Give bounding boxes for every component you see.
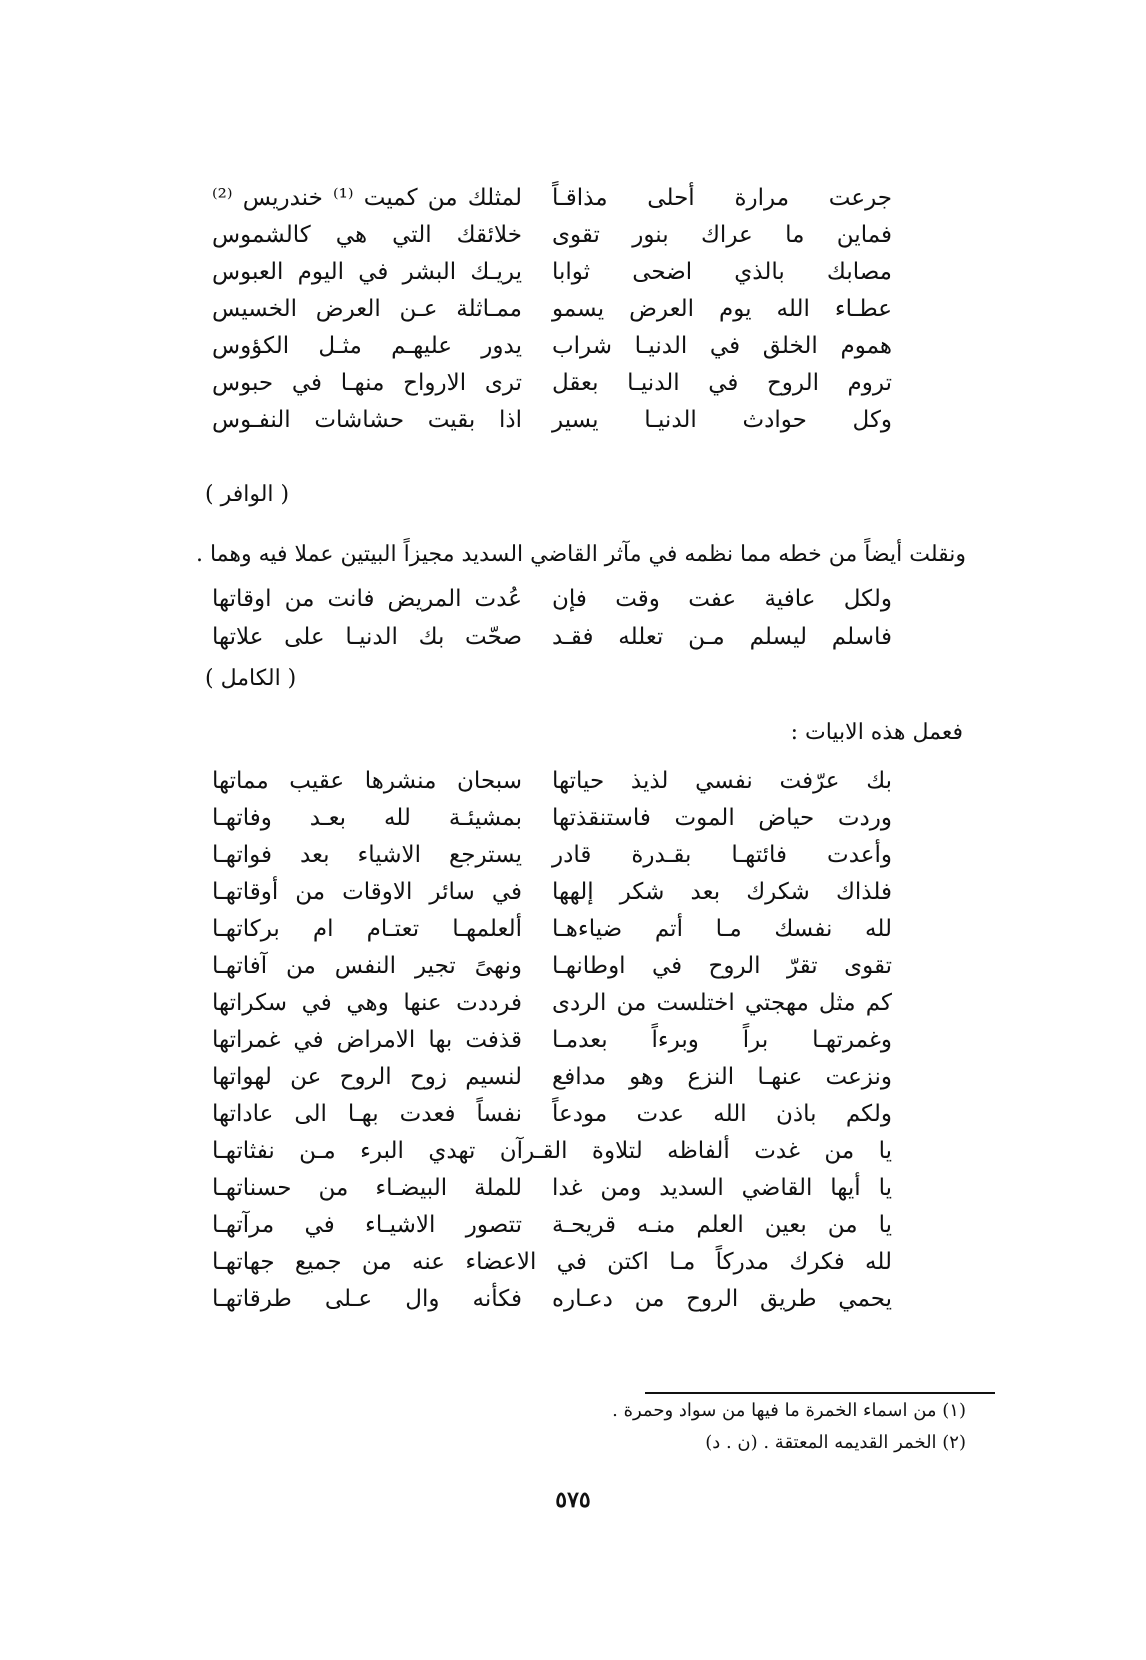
second-hemistich: فكأنه وال عـلى طرقاتهـا xyxy=(212,1286,522,1312)
first-hemistich: هموم الخلق في الدنيـا شراب xyxy=(552,333,892,359)
second-hemistich: اذا بقيت حشاشات النفـوس xyxy=(212,407,522,433)
first-hemistich: تروم الروح في الدنيـا بعقل xyxy=(552,370,892,396)
verse-line xyxy=(212,947,892,985)
second-hemistich: خلائقك التي هي كالشموس xyxy=(212,222,522,248)
first-hemistich: ولكل عافية عفت وقت فإن xyxy=(552,586,892,612)
verse-line xyxy=(212,1280,892,1318)
first-hemistich: فماين ما عراك بنور تقوى xyxy=(552,222,892,248)
first-hemistich: مصابك بالذي اضحى ثوابا xyxy=(552,259,892,285)
full-verse: لله فكرك مدركاً مـا اكتن في الاعضاء عنه من جميع جهاتهـا xyxy=(212,1249,892,1275)
verse-line xyxy=(212,984,892,1022)
second-hemistich: فرددت عنها وهي في سكراتها xyxy=(212,990,522,1016)
transition-line: فعمل هذه الابيات : xyxy=(790,720,963,745)
second-hemistich: للملة البيضـاء من حسناتهـا xyxy=(212,1175,522,1201)
second-hemistich: يدور عليهـم مثـل الكؤوس xyxy=(212,333,522,359)
intro-paragraph: ونقلت أيضاً من خطه مما نظمه في مآثر القاضي السديد مجيزاً البيتين عملا فيه وهما . xyxy=(195,542,966,567)
verse-line xyxy=(212,216,892,254)
first-hemistich: جرعت مرارة أحلى مذاقـاً xyxy=(552,185,892,211)
verse-line xyxy=(212,1021,892,1059)
first-hemistich: فلذاك شكرك بعد شكر إلهها xyxy=(552,879,892,905)
page-number: ٥٧٥ xyxy=(555,1487,591,1513)
second-hemistich: نفساً فعدت بهـا الى عاداتها xyxy=(212,1101,522,1127)
first-hemistich: وغمرتهـا براً وبرءاً بعدمـا xyxy=(552,1027,892,1053)
footnote: (١) من اسماء الخمرة ما فيها من سواد وحمرة . xyxy=(612,1400,966,1421)
meter-label: ( الوافر ) xyxy=(205,482,290,507)
verse-line xyxy=(212,762,892,800)
second-hemistich: صحّت بك الدنيـا على علاتها xyxy=(212,624,522,650)
second-hemistich: يريـك البشر في اليوم العبوس xyxy=(212,259,522,285)
second-hemistich: يسترجع الاشياء بعد فواتهـا xyxy=(212,842,522,868)
second-hemistich: عُدت المريض فانت من اوقاتها xyxy=(212,586,522,612)
first-hemistich: يا من بعين العلم منـه قريحـة xyxy=(552,1212,892,1238)
first-hemistich: وردت حياض الموت فاستنقذتها xyxy=(552,805,892,831)
first-hemistich: لله نفسك مـا أتم ضياءهـا xyxy=(552,916,892,942)
first-hemistich: يا أيها القاضي السديد ومن غدا xyxy=(552,1175,892,1201)
verse-line xyxy=(212,253,892,291)
verse-line xyxy=(212,580,892,618)
verse-line xyxy=(212,327,892,365)
second-hemistich: بمشيئـة لله بعـد وفاتهـا xyxy=(212,805,522,831)
first-hemistich: كم مثل مهجتي اختلست من الردى xyxy=(552,990,892,1016)
verse-line xyxy=(212,618,892,656)
verse-line xyxy=(212,401,892,439)
verse-line-full xyxy=(212,1243,892,1281)
second-hemistich: قذفت بها الامراض في غمراتها xyxy=(212,1027,522,1053)
first-hemistich: عطـاء الله يوم العرض يسمو xyxy=(552,296,892,322)
second-hemistich: ألعلمهـا تعتـام ام بركاتهـا xyxy=(212,916,522,942)
first-hemistich: ونزعت عنهـا النزع وهو مدافع xyxy=(552,1064,892,1090)
verse-line xyxy=(212,179,892,217)
verse-line xyxy=(212,1206,892,1244)
verse-line xyxy=(212,1169,892,1207)
verse-line xyxy=(212,799,892,837)
verse-line xyxy=(212,364,892,402)
footnote: (٢) الخمر القديمه المعتقة . (ن . د) xyxy=(705,1432,966,1453)
second-hemistich: ممـاثلة عـن العرض الخسيس xyxy=(212,296,522,322)
second-hemistich: لنسيم زوح الروح عن لهواتها xyxy=(212,1064,522,1090)
verse-line xyxy=(212,290,892,328)
verse-line-full xyxy=(212,1132,892,1170)
second-hemistich: تتصور الاشيـاء في مرآتهـا xyxy=(212,1212,522,1238)
verse-line xyxy=(212,836,892,874)
first-hemistich: وكل حوادث الدنيـا يسير xyxy=(552,407,892,433)
verse-line xyxy=(212,873,892,911)
first-hemistich: فاسلم ليسلم مـن تعلله فقـد xyxy=(552,624,892,650)
second-hemistich: ترى الارواح منهـا في حبوس xyxy=(212,370,522,396)
full-verse: يا من غدت ألفاظه لتلاوة القـرآن تهدي البرء مـن نفثاتهـا xyxy=(212,1138,892,1164)
first-hemistich: يحمي طريق الروح من دعـاره xyxy=(552,1286,892,1312)
second-hemistich: سبحان منشرها عقيب مماتها xyxy=(212,768,522,794)
second-hemistich: في سائر الاوقات من أوقاتهـا xyxy=(212,879,522,905)
first-hemistich: بك عرّفت نفسي لذيذ حياتها xyxy=(552,768,892,794)
verse-line xyxy=(212,910,892,948)
second-hemistich: لمثلك من كميت ⁽¹⁾ خندريس ⁽²⁾ xyxy=(212,185,522,211)
verse-line xyxy=(212,1095,892,1133)
second-hemistich: ونهىً تجير النفس من آفاتهـا xyxy=(212,953,522,979)
first-hemistich: ولكم باذن الله عدت مودعاً xyxy=(552,1101,892,1127)
footnote-divider xyxy=(645,1392,995,1394)
verse-line xyxy=(212,1058,892,1096)
first-hemistich: تقوى تقرّ الروح في اوطانهـا xyxy=(552,953,892,979)
meter-label: ( الكامل ) xyxy=(205,666,297,691)
first-hemistich: وأعدت فائتهـا بقـدرة قادر xyxy=(552,842,892,868)
